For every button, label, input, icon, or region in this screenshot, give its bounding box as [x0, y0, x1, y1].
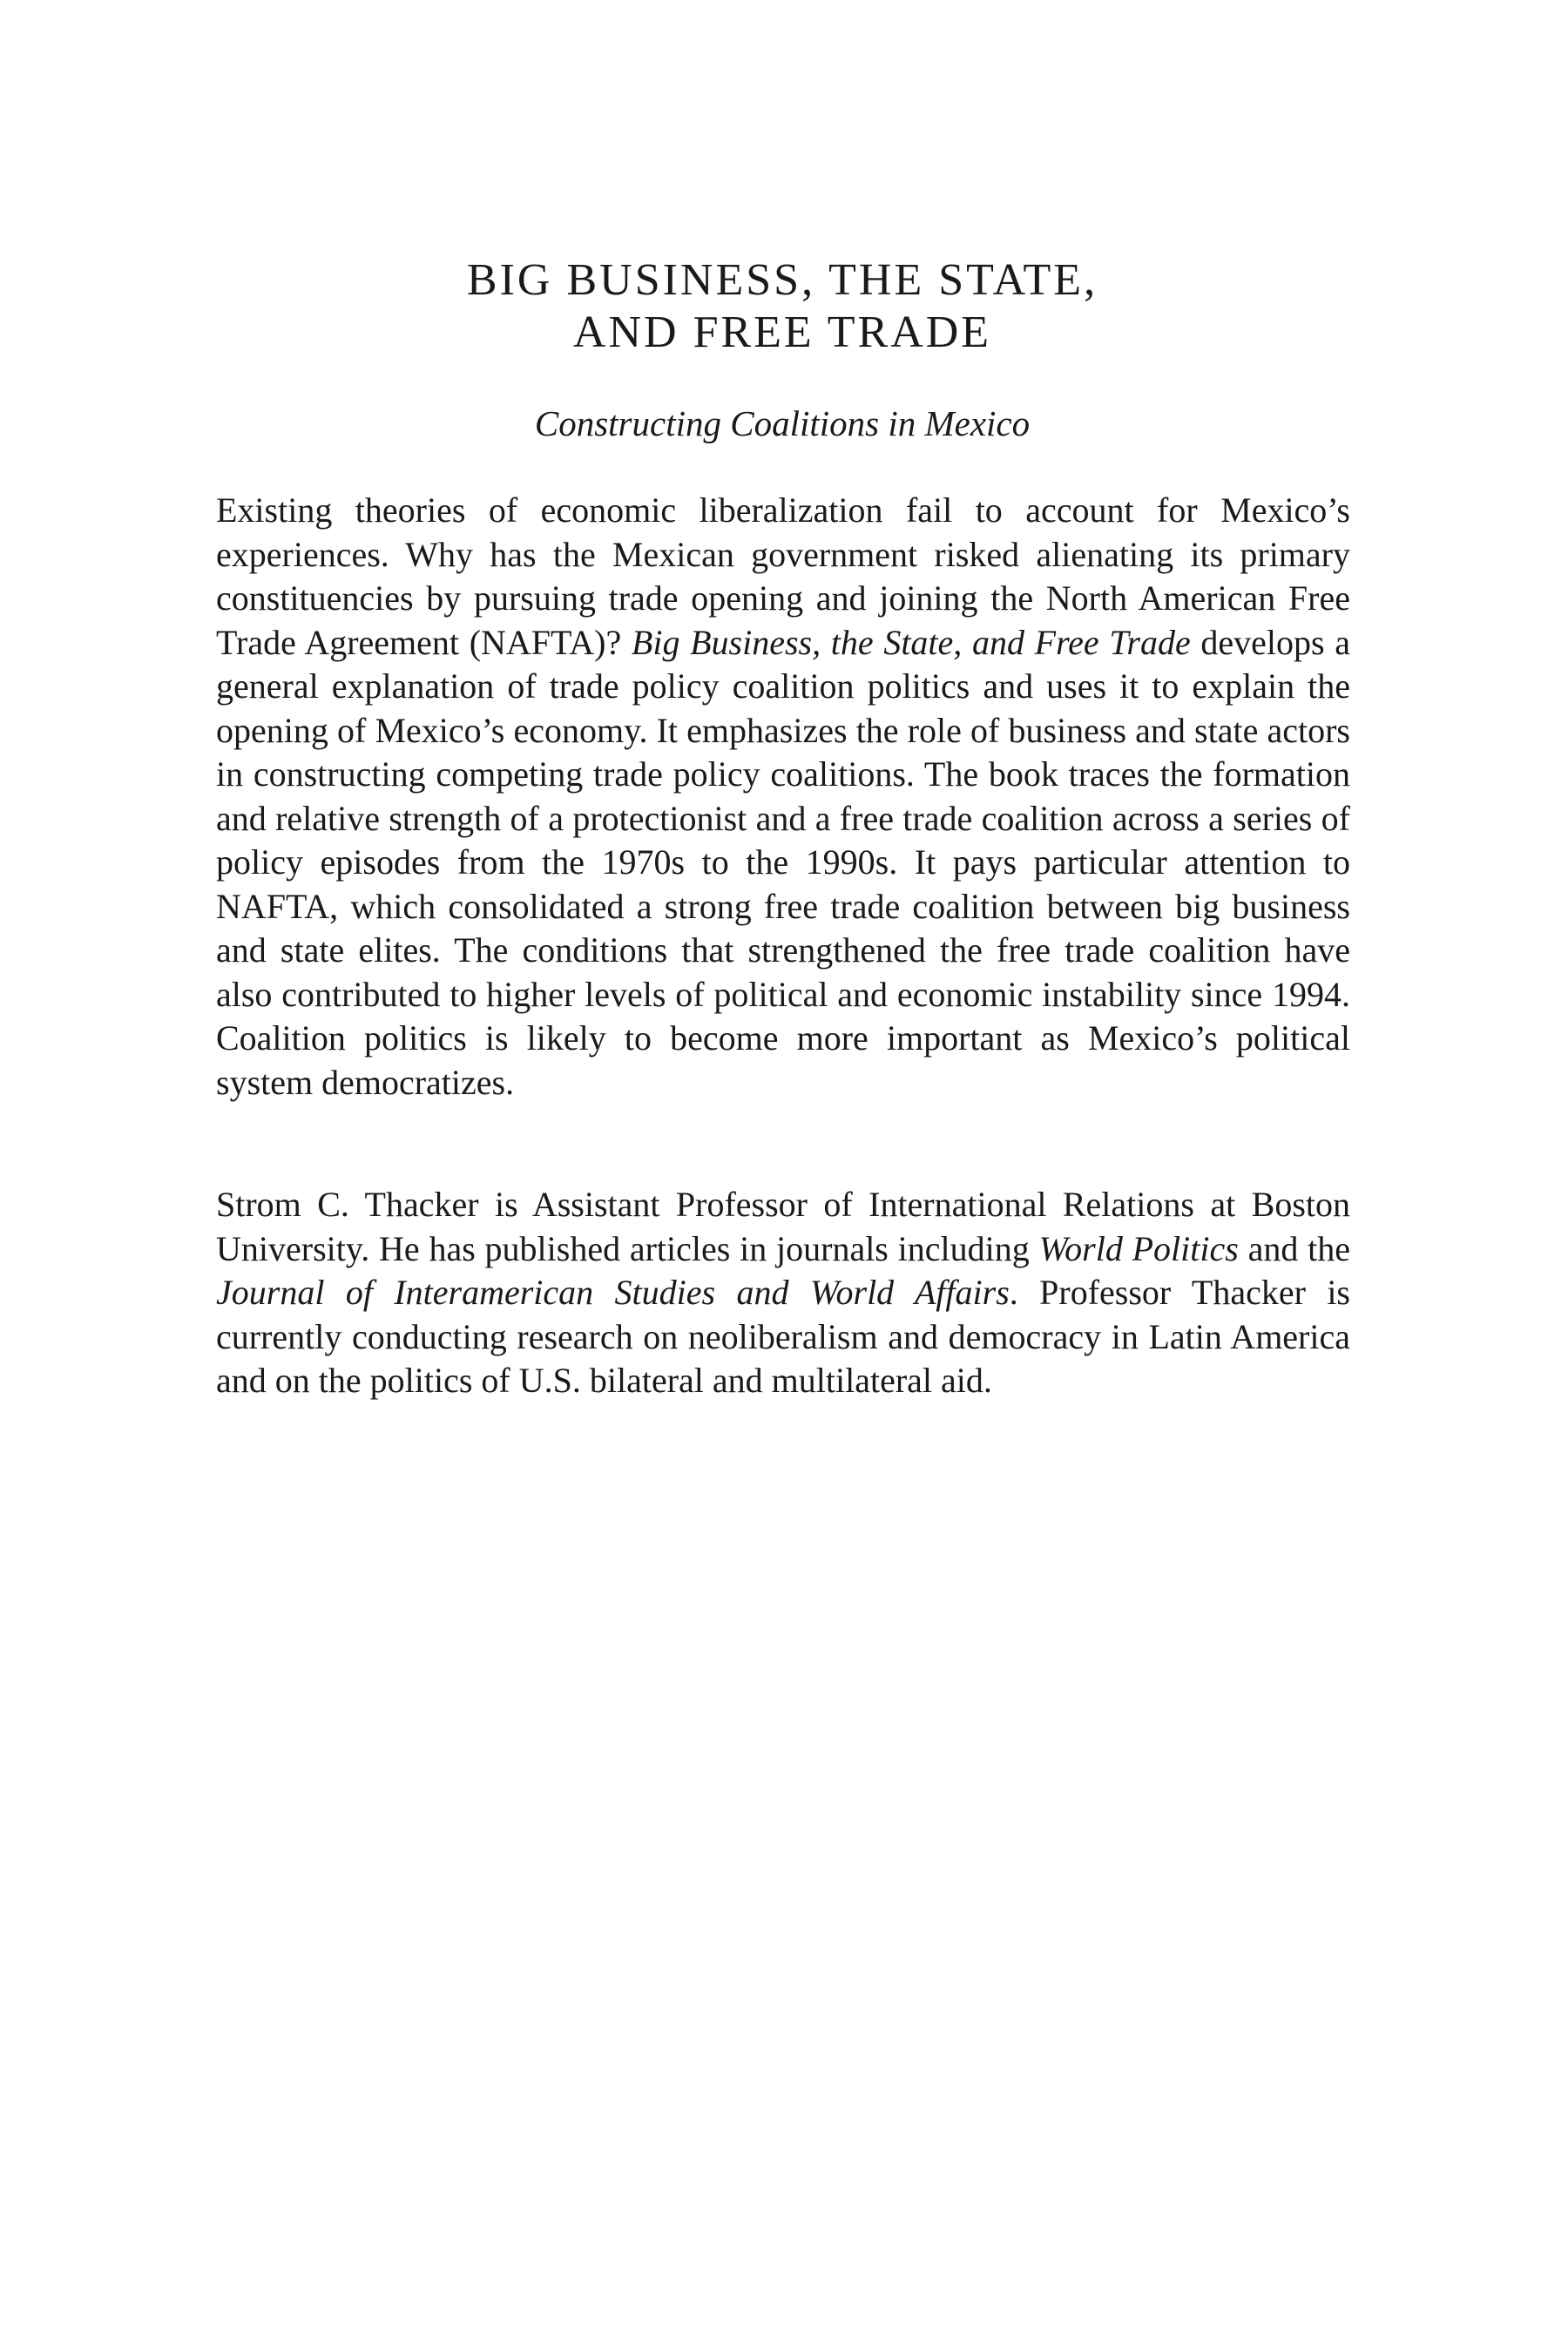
description-book-title: Big Business, the State, and Free Trade: [631, 622, 1191, 662]
book-title-line-1: BIG BUSINESS, THE STATE,: [466, 255, 1098, 305]
bio-text-2: and the: [1238, 1228, 1350, 1268]
book-title: [216, 254, 1348, 359]
book-subtitle: Constructing Coalitions in Mexico: [534, 403, 1031, 443]
description-text-1: Existing theories of economic liberalization fail to account for Mexico’s experiences. Why has the Mexican government risked alienating its primary constituencies by pursuing trade opening and joining the North American Free Trade Agreement (NAFTA)?: [216, 490, 1350, 662]
bio-text-3: . Professor Thacker is currently conducting research on neoliberalism and democracy in Latin America and on the politics of U.S. bilateral and multilateral aid.: [216, 1273, 1350, 1400]
author-bio: [216, 1183, 1350, 1403]
bio-journal-2: Journal of Interamerican Studies and World Affairs: [216, 1273, 1010, 1312]
bio-text-1: Strom C. Thacker is Assistant Professor of International Relations at Boston University. He has published articles in journals including: [216, 1185, 1350, 1268]
description-text-2: develops a general explanation of trade policy coalition politics and uses it to explain the opening of Mexico’s economy. It emphasizes the role of business and state actors in constructing competing trade policy coalitions. The book traces the formation and relative strength of a protectionist and a free trade coalition across a series of policy episodes from the 1970s to the 1990s. It pays particular attention to NAFTA, which consolidated a strong free trade coalition between big business and state elites. The conditions that strengthened the free trade coalition have also contributed to higher levels of political and economic instability since 1994. Coalition politics is likely to become more important as Mexico’s political system democratizes.: [216, 622, 1350, 1102]
bio-journal-1: World Politics: [1038, 1228, 1239, 1268]
book-title-line-2: AND FREE TRADE: [572, 308, 992, 357]
book-description: [216, 489, 1350, 1105]
